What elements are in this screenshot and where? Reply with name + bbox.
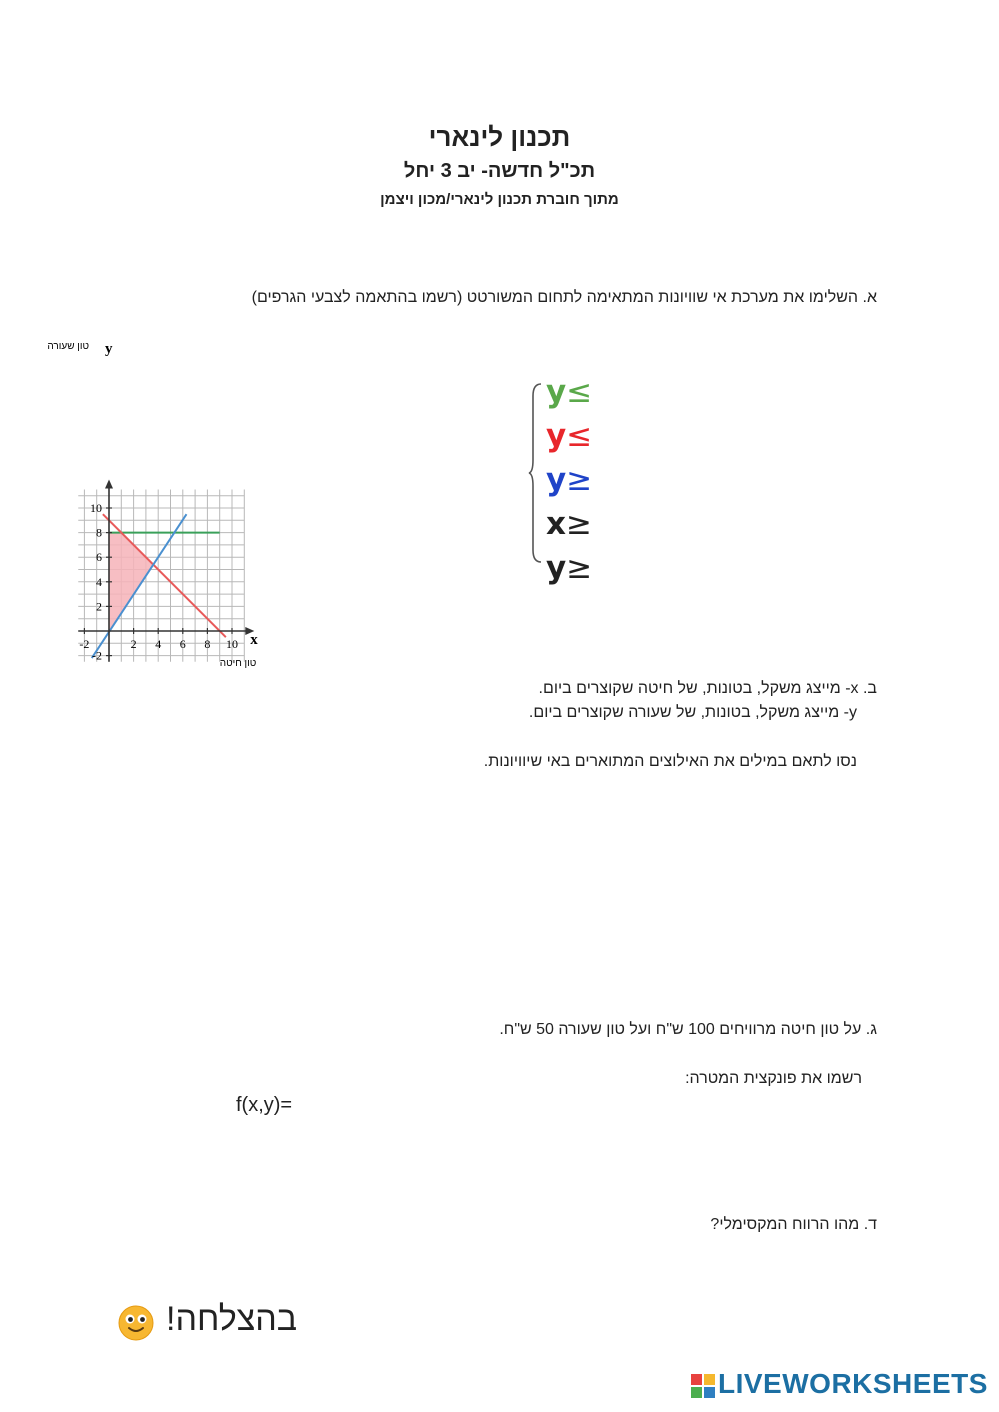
question-b-line3: נסו לתאם במילים את האילוצים המתוארים באי שיוויונות. [483,753,857,770]
inequality-variable: y [546,462,567,498]
inequality-row [546,374,592,410]
system-brace-icon [528,382,544,564]
axes [78,480,254,662]
page-subtitle: תכ"ל חדשה- יב 3 יחל [403,160,596,182]
x-axis-sublabel: טון חיטה [219,658,257,669]
inequality-symbol: ≤ [566,374,593,410]
x-tick-label: 4 [155,637,162,651]
objective-function-label: f(x,y)= [236,1094,293,1116]
liveworksheets-brand: LIVEWORKSHEETS [718,1368,988,1399]
y-axis-label: y [105,341,113,357]
question-c-line1: ג. על טון חיטה מרוויחים 100 ש"ח ועל טון שעורה 50 ש"ח. [499,1021,877,1038]
liveworksheets-logo-icon [691,1374,715,1398]
linear-programming-graph [44,336,394,696]
y-tick-label: 8 [96,525,102,540]
inequality-symbol: ≥ [566,550,593,586]
question-b-line1: ב. x- מייצג משקל, בטונות, של חיטה שקוצרים ביום. [538,680,877,697]
y-tick-label: -2 [92,648,102,663]
y-tick-label: 2 [96,599,102,614]
page-title: תכנון לינארי [428,122,571,152]
y-axis-sublabel: טון שעורה [47,341,89,352]
question-d-text: ד. מהו הרווח המקסימלי? [710,1216,877,1233]
inequality-row [546,418,592,454]
y-tick-label: 10 [90,501,102,515]
inequality-row [546,506,592,542]
constraint-line-blue [92,514,187,658]
question-c-line2: רשמו את פונקצית המטרה: [685,1070,862,1087]
x-tick-label: 2 [130,637,137,651]
inequality-variable: y [546,550,567,586]
question-a-text: א. השלימו את מערכת אי שוויונות המתאימה לתחום המשורטט (רשמו בהתאמה לצבעי הגרפים) [251,289,877,306]
inequality-row [546,462,592,498]
x-tick-label: 10 [226,637,238,651]
inequality-variable: x [546,506,566,542]
inequality-symbol: ≥ [566,462,593,498]
smiley-icon [118,1305,154,1341]
y-tick-label: 4 [96,574,102,589]
inequality-symbol: ≥ [566,506,592,542]
y-tick-label: 6 [96,550,102,565]
x-tick-label: 8 [204,637,211,651]
x-tick-label: -2 [79,637,90,651]
source-note: מתוך חוברת תכנון לינארי/מכון ויצמן [380,191,619,208]
inequality-variable: y [546,374,567,410]
x-axis-label: x [250,632,258,648]
inequality-row [546,550,592,586]
good-luck-text: בהצלחה! [166,1300,298,1338]
inequality-symbol: ≤ [566,418,593,454]
inequality-variable: y [546,418,567,454]
y-axis-arrow-icon [105,480,113,489]
x-tick-label: 6 [179,637,186,651]
question-b-line2: y- מייצג משקל, בטונות, של שעורה שקוצרים ביום. [528,704,857,721]
